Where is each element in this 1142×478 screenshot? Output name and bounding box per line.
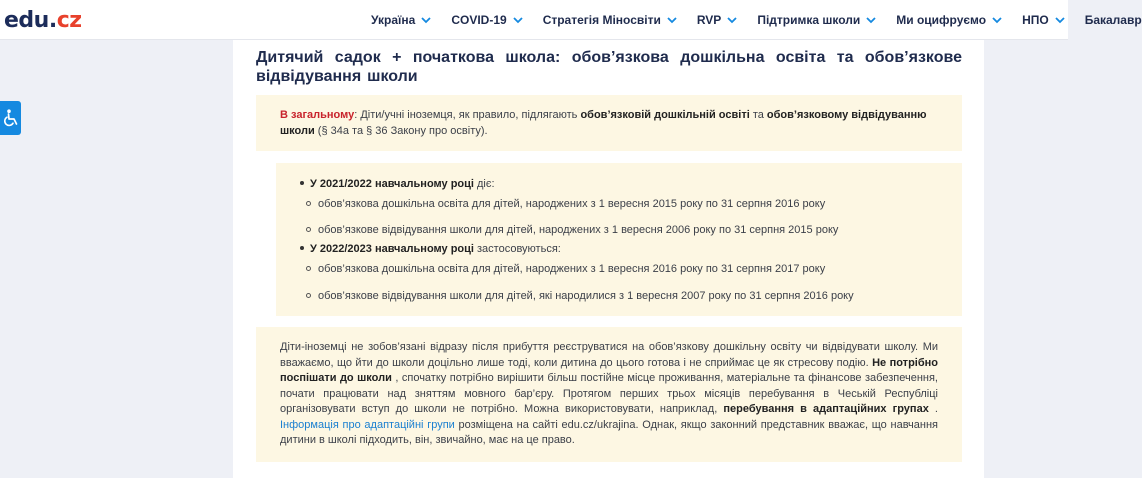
text-segment: , спочатку потрібно вирішити більш постійне місце проживання, матеріальне та фінансове забезпечення, почати працювати над зняттям мовного бар’єру. Протягом перших трьох місяців перебування в Чеській Республіці організовувати вступ до школи не потрібно. Можна використовувати, наприклад, [280, 372, 938, 415]
text-segment: : Діти/учні іноземця, як правило, підлягають [354, 109, 581, 121]
accessibility-button[interactable] [0, 101, 21, 135]
list-subitem [306, 223, 838, 237]
chevron-down-icon [421, 16, 431, 24]
subitem-text: обов’язкова дошкільна освіта для дітей, народжених з 1 вересня 2015 року по 31 серпня 2016 року [318, 198, 826, 210]
nav-item-strategy[interactable] [543, 13, 677, 27]
bold-segment: обов’язковому відвідуванню школи [280, 109, 927, 137]
chevron-down-icon [727, 16, 737, 24]
circle-bullet-icon [306, 266, 311, 271]
chevron-down-icon [866, 16, 876, 24]
nav-label: COVID-19 [451, 13, 507, 27]
text-segment: розміщена на сайті edu.cz/ukrajina. Однак, якщо законний представник вважає, що навчання дитини в школі підходить, він, звичайно, має на це право. [280, 418, 938, 446]
nav-label: Стратегія Міносвіти [542, 13, 661, 27]
list-subitem [306, 289, 854, 303]
circle-bullet-icon [306, 227, 311, 232]
chevron-down-icon [992, 16, 1002, 24]
advice-paragraph [280, 340, 938, 449]
bold-segment: Не потрібно поспішати до школи [280, 356, 939, 384]
nav-item-covid[interactable] [451, 13, 522, 27]
nav-item-ngo[interactable] [1022, 13, 1065, 27]
bullet-icon [300, 246, 304, 250]
info-box-years [276, 163, 962, 316]
wheelchair-icon [3, 109, 19, 127]
info-box-general [256, 95, 962, 151]
info-box-advice [256, 327, 962, 462]
chevron-down-icon [1055, 16, 1065, 24]
chevron-down-icon [667, 16, 677, 24]
general-paragraph [280, 107, 940, 139]
logo-text-edu: edu. [4, 8, 57, 33]
nav-item-ukraine[interactable] [371, 13, 431, 27]
article-title: Дитячий садок + початкова школа: обов’язкова дошкільна освіта та обов’язкове відвідування школи [256, 49, 962, 85]
year-label: У 2022/2023 навчальному році [310, 243, 474, 255]
list-subitem [306, 197, 825, 211]
circle-bullet-icon [306, 201, 311, 206]
text-segment: . [928, 403, 938, 415]
list-subitem [306, 262, 825, 276]
nav-label: Підтримка школи [757, 13, 861, 27]
circle-bullet-icon [306, 293, 311, 298]
logo-text-cz: cz [56, 8, 82, 33]
bold-segment: обов’язковій дошкільній освіті [580, 109, 750, 121]
top-navigation-bar [0, 0, 1142, 40]
year-label: У 2021/2022 навчальному році [310, 178, 474, 190]
main-nav [371, 0, 1142, 40]
chevron-down-icon [513, 16, 523, 24]
nav-label: Україна [371, 13, 416, 27]
subitem-text: обов’язкова дошкільна освіта для дітей, народжених з 1 вересня 2016 року по 31 серпня 2017 року [318, 263, 826, 275]
bold-segment: перебування в адаптаційних групах [723, 403, 929, 415]
adaptation-groups-link[interactable]: Інформація про адаптаційні групи [280, 418, 455, 431]
nav-item-digitize[interactable] [896, 13, 1002, 27]
year-suffix: застосовуються: [473, 243, 561, 255]
year-suffix: діє: [473, 178, 495, 190]
text-segment: Діти-іноземці не зобов’язані відразу після прибуття реєструватися на обов’язкову дошкільну освіту чи відвідувати школу. Ми вважаємо, що йти до школи доцільно лише тоді, коли дитина до цього готова і не сприймає це як стресову подію. [280, 341, 938, 369]
bullet-icon [300, 181, 304, 185]
nav-item-bachelor[interactable] [1085, 13, 1142, 27]
list-item-year-2021 [300, 177, 495, 191]
article-card [233, 40, 984, 478]
nav-label: Бакалавр [1084, 13, 1142, 27]
nav-label: НПО [1022, 13, 1049, 27]
nav-item-school-support[interactable] [757, 13, 876, 27]
nav-label: Ми оцифруємо [896, 13, 987, 27]
nav-item-rvp[interactable] [697, 13, 737, 27]
subitem-text: обов’язкове відвідування школи для дітей, народжених з 1 вересня 2006 року по 31 серпня 2015 року [318, 224, 839, 236]
site-logo[interactable] [4, 8, 82, 34]
subitem-text: обов’язкове відвідування школи для дітей, які народилися з 1 вересня 2007 року по 31 серпня 2016 року [318, 290, 854, 302]
list-item-year-2022 [300, 242, 561, 256]
nav-label: RVP [696, 13, 722, 27]
text-segment: (§ 34a та § 36 Закону про освіту). [314, 125, 488, 137]
lead-label: В загальному [280, 109, 355, 121]
text-segment: та [749, 109, 767, 121]
